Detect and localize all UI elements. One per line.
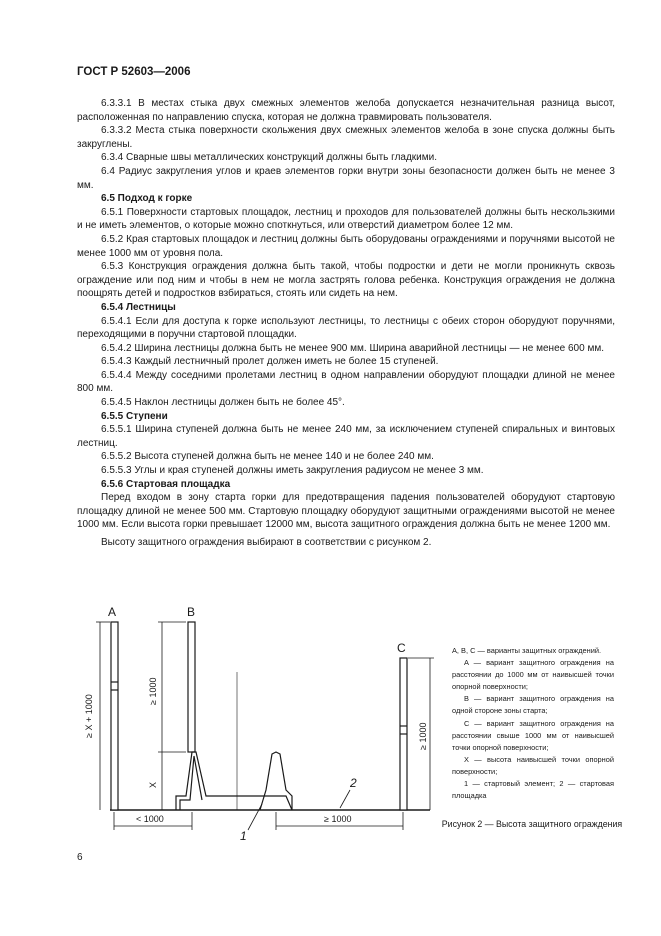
paragraph: 6.5.4.1 Если для доступа к горке используют лестницы, то лестницы с обеих сторон оборудуют поручнями, переходящими в поручни стартовой площадки. — [77, 315, 615, 341]
starting-element — [176, 752, 292, 810]
barrier-c — [400, 658, 407, 810]
dim-bottom-right-text: ≥ 1000 — [324, 814, 352, 824]
callout-2-line — [340, 790, 350, 808]
label-c: C — [397, 641, 406, 655]
paragraph: 6.5.3 Конструкция ограждения должна быть такой, чтобы подростки и дети не могли проникнуть сквозь ограждение или под ним и чтобы в нем не могла застрять голова ребенка. Конструкция ограждения не должна поощрять детей и подростков взбираться, стоять или сидеть на нем. — [77, 261, 615, 300]
paragraph: 6.5.5.3 Углы и края ступеней должны иметь закругления радиусом не менее 3 мм. — [101, 465, 484, 477]
section-heading: 6.5.4 Лестницы — [101, 301, 176, 313]
dim-b-text: ≥ 1000 — [148, 677, 158, 705]
paragraph-figure-reference: Высоту защитного ограждения выбирают в соответствии с рисунком 2. — [101, 537, 432, 548]
section-heading: 6.5.6 Стартовая площадка — [101, 478, 231, 490]
legend-item: A — вариант защитного ограждения на расстоянии до 1000 мм от наивысшей точки опорной поверхности; — [452, 658, 614, 692]
paragraph: 6.5.4.5 Наклон лестницы должен быть не более 45°. — [101, 397, 345, 409]
label-b: B — [187, 605, 196, 619]
legend-item: X — высота наивысшей точки опорной поверхности; — [452, 754, 614, 776]
section-heading: 6.5.5 Ступени — [101, 410, 168, 422]
section-heading: 6.5 Подход к горке — [101, 193, 193, 205]
dim-c-text: ≥ 1000 — [418, 722, 428, 750]
paragraph: 6.5.5.2 Высота ступеней должна быть не менее 140 и не более 240 мм. — [101, 451, 434, 463]
legend-item: A, B, C — варианты защитных ограждений. — [452, 646, 602, 655]
paragraph: 6.5.5.1 Ширина ступеней должна быть не менее 240 мм, за исключением ступеней спиральных и винтовых лестниц. — [77, 424, 615, 449]
paragraph: 6.3.4 Сварные швы металлических конструкций должны быть гладкими. — [101, 152, 438, 164]
callout-1-line — [248, 804, 262, 830]
paragraph: 6.4 Радиус закругления углов и краев элементов горки внутри зоны безопасности должен быть не менее 3 мм. — [77, 165, 615, 191]
barrier-b — [188, 622, 195, 752]
paragraph: 6.3.3.2 Места стыка поверхности скольжения двух смежных элементов желоба в зоне спуска должны быть закруглены. — [77, 125, 615, 150]
barrier-a — [111, 622, 118, 810]
paragraph: 6.5.2 Края стартовых площадок и лестниц должны быть оборудованы ограждениями и поручнями высотой не менее 1000 мм от уровня пола. — [77, 233, 615, 259]
paragraph: 6.5.1 Поверхности стартовых площадок, лестниц и проходов для пользователей должны быть нескользкими и не иметь элементов, о которые можно споткнуться, или отверстий диаметром более 12 мм. — [77, 206, 615, 232]
dim-a-text: ≥ X + 1000 — [84, 694, 94, 738]
x-label-1: X — [148, 781, 158, 788]
label-a: A — [108, 605, 117, 619]
dim-bottom-left-text: < 1000 — [136, 814, 164, 824]
legend-item: C — вариант защитного ограждения на расстоянии свыше 1000 мм от наивысшей точки опорной поверхности; — [452, 718, 614, 752]
figure-caption: Рисунок 2 — Высота защитного ограждения — [441, 819, 623, 829]
figure-legend — [452, 645, 614, 802]
paragraph: 6.5.4.2 Ширина лестницы должна быть не менее 900 мм. Ширина аварийной лестницы — не менее 600 мм. — [101, 342, 604, 354]
paragraph: 6.5.4.4 Между соседними пролетами лестниц в одном направлении оборудуют площадки длиной не менее 800 мм. — [77, 369, 615, 395]
legend-item: B — вариант защитного ограждения на одной стороне зоны старта; — [452, 694, 614, 716]
second-hump — [260, 752, 292, 810]
callout-2: 2 — [350, 776, 357, 790]
page-number: 6 — [77, 852, 83, 863]
page-header: ГОСТ Р 52603—2006 — [77, 66, 191, 78]
paragraph: 6.3.3.1 В местах стыка двух смежных элементов желоба допускается незначительная разница высот, расположенная по направлению спуска, которая не должна травмировать пользователя. — [77, 98, 615, 123]
legend-item: 1 — стартовый элемент; 2 — стартовая площадка — [452, 779, 614, 801]
paragraph: Перед входом в зону старта горки для предотвращения падения пользователей оборудуют стартовую площадку длиной не менее 500 мм. Стартовую площадку оборудуют защитными ограждениями высотой не менее 1000 мм. Если высота горки превышает 12000 мм, высота защитного ограждения должна быть не менее 1200 мм. — [77, 492, 615, 531]
paragraph: 6.5.4.3 Каждый лестничный пролет должен иметь не более 15 ступеней. — [101, 356, 439, 368]
callout-1: 1 — [240, 829, 247, 843]
